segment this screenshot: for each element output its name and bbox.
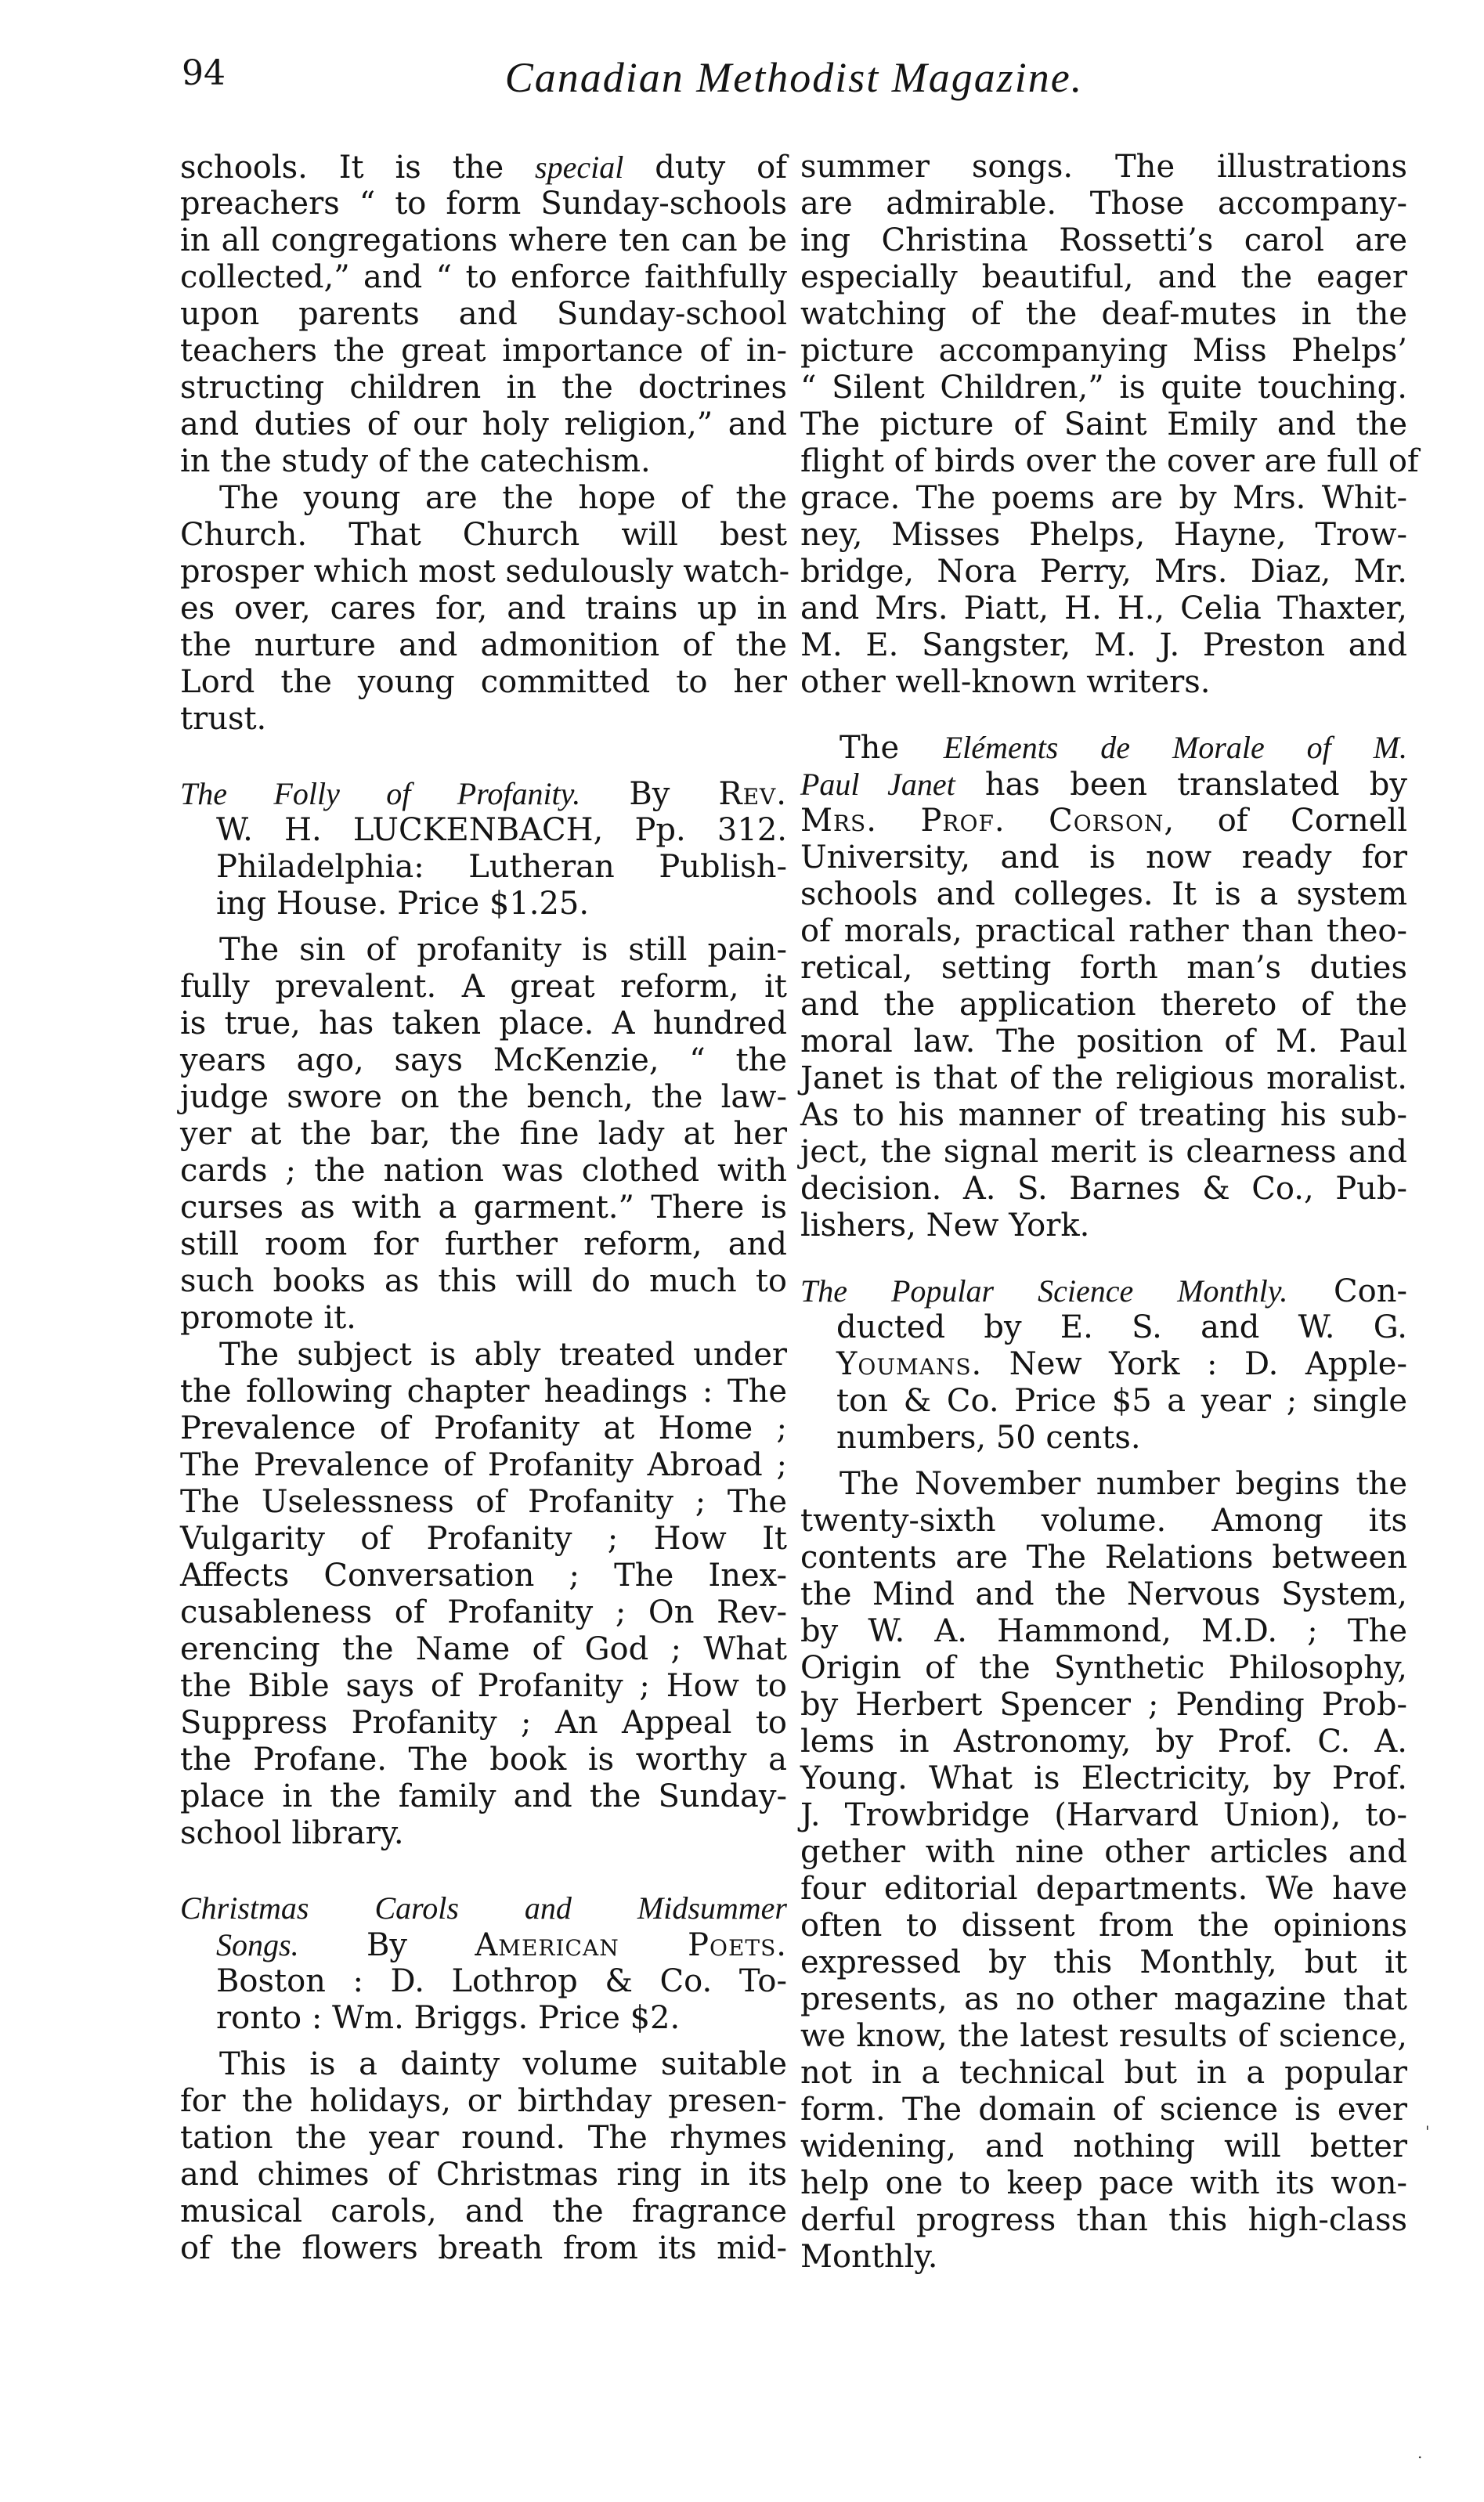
text-line: Origin of the Synthetic Philosophy, [800,1650,1407,1686]
text-line: Youmans. New York : D. Apple- [836,1346,1407,1382]
text-line: tation the year round. The rhymes [180,2120,787,2156]
text-line: Monthly. [800,2239,938,2275]
text-line: This is a dainty volume suitable [219,2046,787,2082]
text-line: by Herbert Spencer ; Pending Prob- [800,1687,1407,1723]
text-line: ney, Misses Phelps, Hayne, Trow- [800,517,1407,553]
text-line: lishers, New York. [800,1208,1090,1244]
text-line: school library. [180,1815,404,1851]
text-line: we know, the latest results of science, [800,2018,1407,2054]
text-line: the nurture and admonition of the [180,627,787,663]
text-line: Lord the young committed to her [180,664,787,700]
text-line: decision. A. S. Barnes & Co., Pub- [800,1171,1407,1207]
text-line: by W. A. Hammond, M.D. ; The [800,1613,1407,1649]
text-line: numbers, 50 cents. [836,1420,1141,1456]
text-line: moral law. The position of M. Paul [800,1024,1407,1060]
text-line: schools. It is the special duty of [180,150,788,186]
text-line: years ago, says McKenzie, “ the [180,1042,787,1078]
text-line: ton & Co. Price $5 a year ; single [836,1383,1407,1419]
text-line: The young are the hope of the [219,480,787,516]
text-line: The sin of profanity is still pain- [219,932,787,968]
text-line: and the application thereto of the [800,987,1407,1023]
text-line: are admirable. Those accompany- [800,186,1407,222]
text-line: fully prevalent. A great reform, it [180,969,787,1005]
text-line: Paul Janet has been translated by [800,767,1407,803]
text-line: and Mrs. Piatt, H. H., Celia Thaxter, [800,590,1407,626]
text-line: prosper which most sedulously watch- [180,554,790,590]
text-line: collected,” and “ to enforce faithfully [180,259,787,295]
paragraph-folly-1 [180,932,787,1337]
text-line: the Bible says of Profanity ; How to [180,1668,787,1704]
text-line: watching of the deaf-mutes in the [800,296,1407,332]
text-line: and chimes of Christmas ring in its [180,2157,787,2193]
text-line: The Uselessness of Profanity ; The [180,1484,787,1520]
text-line: picture accompanying Miss Phelps’ [800,333,1407,369]
text-line: cusableness of Profanity ; On Rev- [180,1594,787,1630]
text-line: derful progress than this high-class [800,2202,1407,2238]
text-line: such books as this will do much to [180,1263,787,1299]
text-line: teachers the great importance of in- [180,333,787,369]
text-line: is true, has taken place. A hundred [180,1005,787,1042]
text-line: not in a technical but in a popular [800,2055,1407,2091]
text-line: musical carols, and the fragrance [180,2193,787,2229]
text-line: es over, cares for, and trains up in [180,590,787,626]
text-line: University, and is now ready for [800,839,1407,876]
text-line: contents are The Relations between [800,1540,1407,1576]
text-line: the Mind and the Nervous System, [800,1576,1407,1612]
text-line: The Prevalence of Profanity Abroad ; [180,1447,787,1483]
text-line: judge swore on the bench, the law- [180,1079,787,1115]
text-line: flight of birds over the cover are full of [800,443,1419,479]
text-line: grace. The poems are by Mrs. Whit- [800,480,1407,516]
text-line: Suppress Profanity ; An Appeal to [180,1705,787,1741]
text-line: erencing the Name of God ; What [180,1631,787,1667]
paragraph-carols [180,2046,787,2267]
text-line: The Popular Science Monthly. Con- [800,1273,1407,1309]
text-line: of the flowers breath from its mid- [180,2230,787,2266]
paragraph-popular-science [800,1466,1407,2276]
text-line: Church. That Church will best [180,517,787,553]
text-line: J. Trowbridge (Harvard Union), to- [800,1797,1407,1833]
text-line: schools and colleges. It is a system [800,876,1407,912]
right-column [800,149,1419,2276]
text-line: The Eléments de Morale of M. [839,730,1407,766]
text-line: of morals, practical rather than theo- [800,913,1407,949]
text-line: ducted by E. S. and W. G. [836,1309,1407,1345]
text-line: structing children in the doctrines [180,370,787,406]
ink-speck: ' [1425,2122,1430,2141]
text-line: Vulgarity of Profanity ; How It [180,1521,787,1557]
text-line: Christmas Carols and Midsummer [180,1890,787,1926]
text-line: Affects Conversation ; The Inex- [180,1558,787,1594]
paragraph-young-hope [180,480,790,738]
text-line: As to his manner of treating his sub- [800,1097,1407,1133]
text-line: in the study of the catechism. [180,443,651,479]
text-line: preachers “ to form Sunday-schools [180,186,787,222]
text-line: still room for further reform, and [180,1226,787,1262]
text-line: the following chapter headings : The [180,1374,787,1410]
text-line: Prevalence of Profanity at Home ; [180,1410,787,1446]
ink-speck: . [1417,2443,1423,2462]
text-line: and duties of our holy religion,” and [180,406,787,442]
text-line: lems in Astronomy, by Prof. C. A. [800,1724,1407,1760]
review-heading-folly [180,775,787,922]
paragraph-sunday-schools [180,149,787,480]
review-heading-popular-science [800,1273,1407,1457]
text-line: curses as with a garment.” There is [180,1190,787,1226]
text-line: promote it. [180,1300,356,1336]
text-line: bridge, Nora Perry, Mrs. Diaz, Mr. [800,554,1407,590]
paragraph-folly-2 [180,1337,787,1852]
text-line: Janet is that of the religious moralist. [800,1060,1407,1096]
text-line: Boston : D. Lothrop & Co. To- [216,1963,787,1999]
text-line: The subject is ably treated under [219,1337,787,1373]
paragraph-elements-de-morale [800,729,1407,1244]
text-line: form. The domain of science is ever [800,2092,1407,2128]
text-line: The November number begins the [839,1466,1407,1502]
text-line: cards ; the nation was clothed with [180,1153,787,1189]
text-line: retical, setting forth man’s duties [800,950,1407,986]
text-line: M. E. Sangster, M. J. Preston and [800,627,1407,663]
review-heading-carols [180,1890,787,2037]
text-line: for the holidays, or birthday presen- [180,2083,787,2119]
text-line: four editorial departments. We have [800,1871,1407,1907]
page-header [175,53,1413,119]
text-line: often to dissent from the opinions [800,1908,1407,1944]
text-line: “ Silent Children,” is quite touching. [800,370,1407,406]
text-line: in all congregations where ten can be [180,222,787,258]
text-line: upon parents and Sunday-school [180,296,787,332]
text-line: ject, the signal merit is clearness and [800,1134,1407,1170]
text-line: ronto : Wm. Briggs. Price $2. [216,2000,681,2036]
text-line: gether with nine other articles and [800,1834,1407,1870]
text-line: Mrs. Prof. Corson, of Cornell [800,803,1407,839]
text-line: help one to keep pace with its won- [800,2165,1407,2201]
text-line: ing House. Price $1.25. [216,886,590,922]
text-line: Young. What is Electricity, by Prof. [800,1760,1407,1796]
page-number: 94 [182,53,226,93]
text-line: place in the family and the Sunday- [180,1778,787,1814]
left-column [180,149,790,2267]
running-head: Canadian Methodist Magazine. [504,54,1084,101]
text-line: The picture of Saint Emily and the [800,406,1407,442]
text-line: Songs. By American Poets. [216,1927,787,1963]
text-line: Philadelphia: Lutheran Publish- [216,849,787,885]
text-line: other well-known writers. [800,664,1211,700]
text-line: presents, as no other magazine that [800,1981,1407,2017]
paragraph-carols-continued [800,149,1419,701]
text-line: ing Christina Rossetti’s carol are [800,222,1407,258]
text-line: The Folly of Profanity. By Rev. [180,776,787,812]
text-line: yer at the bar, the fine lady at her [180,1116,787,1152]
text-line: the Profane. The book is worthy a [180,1742,787,1778]
text-line: twenty-sixth volume. Among its [800,1503,1407,1539]
text-line: widening, and nothing will better [800,2128,1407,2164]
text-line: summer songs. The illustrations [800,149,1407,185]
text-line: expressed by this Monthly, but it [800,1944,1407,1980]
text-line: especially beautiful, and the eager [800,259,1407,295]
text-line: W. H. LUCKENBACH, Pp. 312. [216,812,787,848]
text-line: trust. [180,701,267,737]
